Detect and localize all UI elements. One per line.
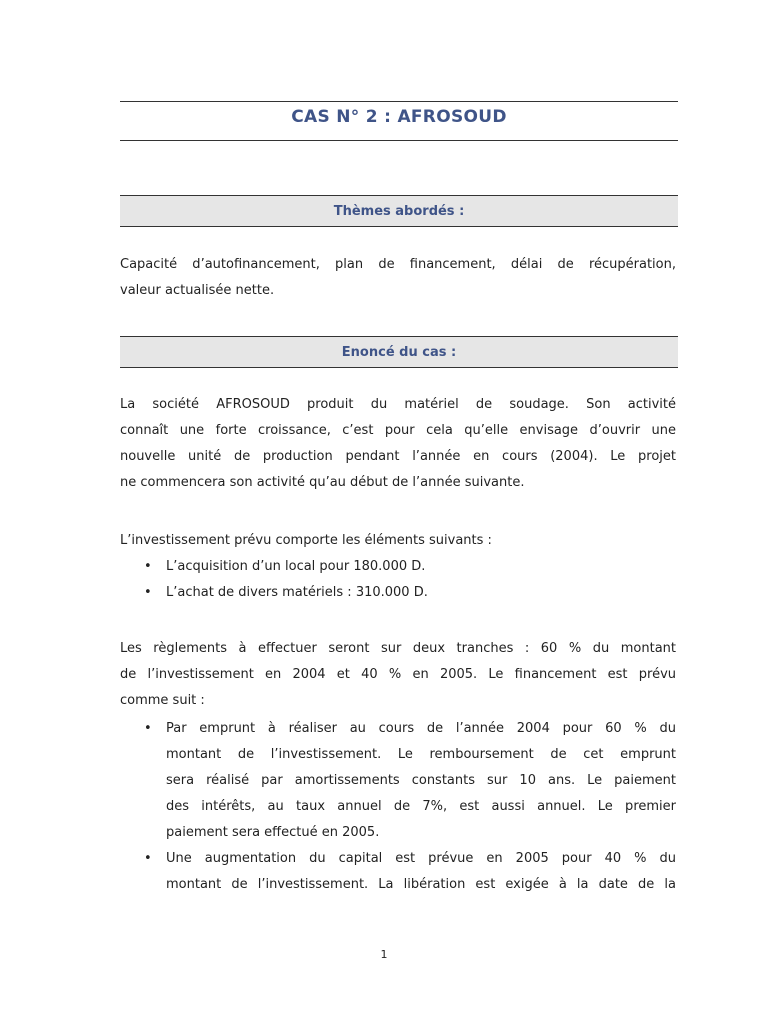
payment-paragraph <box>120 636 676 714</box>
paragraph-line: Les règlements à effectuer seront sur deux tranches : 60 % du montant <box>120 641 676 656</box>
paragraph-line: Capacité d’autofinancement, plan de financement, délai de récupération, <box>120 257 676 272</box>
themes-heading: Thèmes abordés : <box>333 203 465 219</box>
investment-list <box>142 554 676 606</box>
case-title: CAS N° 2 : AFROSOUD <box>291 107 507 127</box>
paragraph-line: comme suit : <box>120 693 205 708</box>
paragraph-line: nouvelle unité de production pendant l’année en cours (2004). Le projet <box>120 449 676 464</box>
paragraph-line: connaît une forte croissance, c’est pour cela qu’elle envisage d’ouvrir une <box>120 423 676 438</box>
paragraph-line: La société AFROSOUD produit du matériel de soudage. Son activité <box>120 397 676 412</box>
list-item <box>142 846 676 898</box>
list-item-line: des intérêts, au taux annuel de 7%, est aussi annuel. Le premier <box>166 799 676 814</box>
list-item <box>142 580 676 606</box>
enonce-heading: Enoncé du cas : <box>341 344 457 360</box>
list-item-line: paiement sera effectué en 2005. <box>166 825 380 840</box>
enonce-heading-bar <box>120 336 678 368</box>
list-item-line: Par emprunt à réaliser au cours de l’année 2004 pour 60 % du <box>166 721 676 736</box>
paragraph-line: de l’investissement en 2004 et 40 % en 2005. Le financement est prévu <box>120 667 676 682</box>
intro-paragraph <box>120 392 676 496</box>
list-item-text: L’achat de divers matériels : 310.000 D. <box>166 585 428 600</box>
bullet-icon: • <box>144 721 152 736</box>
list-item <box>142 716 676 846</box>
list-item-line: Une augmentation du capital est prévue en 2005 pour 40 % du <box>166 851 676 866</box>
bullet-icon: • <box>144 585 152 600</box>
financing-list <box>142 716 676 898</box>
list-item-line: montant de l’investissement. Le remboursement de cet emprunt <box>166 747 676 762</box>
investment-intro <box>120 528 676 554</box>
themes-heading-bar <box>120 195 678 227</box>
paragraph-line: ne commencera son activité qu’au début de l’année suivante. <box>120 475 525 490</box>
bullet-icon: • <box>144 851 152 866</box>
list-item-text: L’acquisition d’un local pour 180.000 D. <box>166 559 426 574</box>
bullet-icon: • <box>144 559 152 574</box>
list-item <box>142 554 676 580</box>
paragraph-line: L’investissement prévu comporte les éléments suivants : <box>120 533 492 548</box>
list-item-line: sera réalisé par amortissements constants sur 10 ans. Le paiement <box>166 773 676 788</box>
case-title-box <box>120 101 678 141</box>
themes-paragraph <box>120 252 676 304</box>
paragraph-line: valeur actualisée nette. <box>120 283 275 298</box>
list-item-line: montant de l’investissement. La libération est exigée à la date de la <box>166 877 676 892</box>
page-number: 1 <box>380 948 388 961</box>
